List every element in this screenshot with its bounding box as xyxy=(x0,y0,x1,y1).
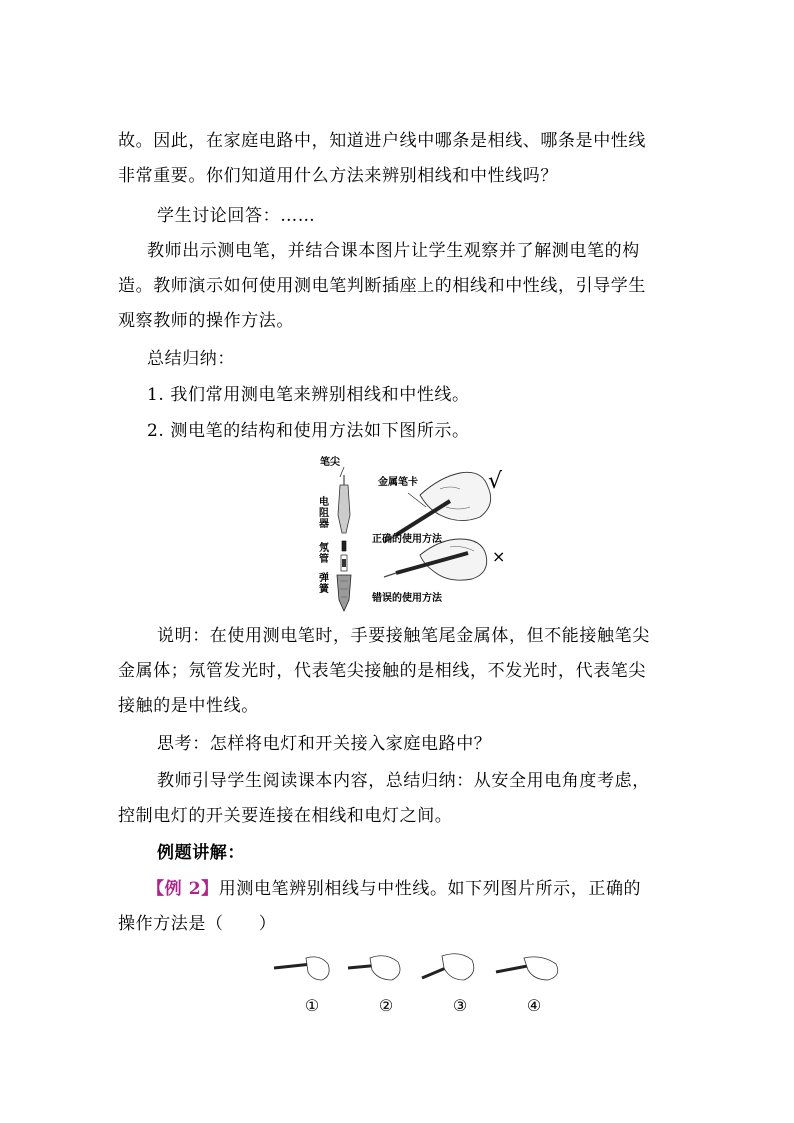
label-correct-usage: 正确的使用方法 xyxy=(372,534,442,545)
paragraph-line: 总结归纳： xyxy=(147,349,235,369)
example-line xyxy=(147,878,641,900)
option-label-2: ② xyxy=(378,996,394,1015)
example-label: 【例 2】 xyxy=(147,879,219,899)
options-figure xyxy=(270,950,570,1020)
paragraph-line: 1. 我们常用测电笔来辨别相线和中性线。 xyxy=(147,385,470,405)
paragraph-line: 教师出示测电笔，并结合课本图片让学生观察并了解测电笔的构 xyxy=(147,241,640,261)
cross-mark: × xyxy=(492,547,506,566)
label-spring: 弹簧 xyxy=(319,573,329,595)
label-tip: 笔尖 xyxy=(320,457,340,468)
paragraph-line: 2. 测电笔的结构和使用方法如下图所示。 xyxy=(147,421,470,441)
paragraph-line: 学生讨论回答：…… xyxy=(157,206,316,226)
label-wrong-usage: 错误的使用方法 xyxy=(372,593,442,604)
paragraph-line: 接触的是中性线。 xyxy=(118,696,259,716)
tester-pen-figure xyxy=(300,455,530,615)
paragraph-line: 故。因此，在家庭电路中，知道进户线中哪条是相线、哪条是中性线 xyxy=(118,131,646,151)
label-neon-tube: 氖管 xyxy=(319,543,329,565)
section-heading: 例题讲解： xyxy=(157,843,245,863)
example-text: 用测电笔辨别相线与中性线。如下列图片所示，正确的 xyxy=(218,879,642,899)
paragraph-line: 操作方法是（ ） xyxy=(118,914,277,934)
option-label-1: ① xyxy=(304,996,320,1015)
paragraph-line: 造。教师演示如何使用测电笔判断插座上的相线和中性线，引导学生 xyxy=(118,276,646,296)
paragraph-line: 控制电灯的开关要连接在相线和电灯之间。 xyxy=(118,806,453,826)
paragraph-line: 观察教师的操作方法。 xyxy=(118,311,294,331)
label-metal-clip: 金属笔卡 xyxy=(378,477,418,488)
paragraph-line: 说明：在使用测电笔时，手要接触笔尾金属体，但不能接触笔尖 xyxy=(157,626,650,646)
label-resistor: 电阻器 xyxy=(319,497,329,530)
paragraph-line: 教师引导学生阅读课本内容，总结归纳：从安全用电角度考虑， xyxy=(157,771,650,791)
check-mark: √ xyxy=(488,469,503,494)
paragraph-line: 金属体；氖管发光时，代表笔尖接触的是相线，不发光时，代表笔尖 xyxy=(118,661,646,681)
option-label-4: ④ xyxy=(526,996,542,1015)
paragraph-line: 非常重要。你们知道用什么方法来辨别相线和中性线吗？ xyxy=(118,166,558,186)
paragraph-line: 思考：怎样将电灯和开关接入家庭电路中？ xyxy=(157,734,492,754)
option-label-3: ③ xyxy=(452,996,468,1015)
